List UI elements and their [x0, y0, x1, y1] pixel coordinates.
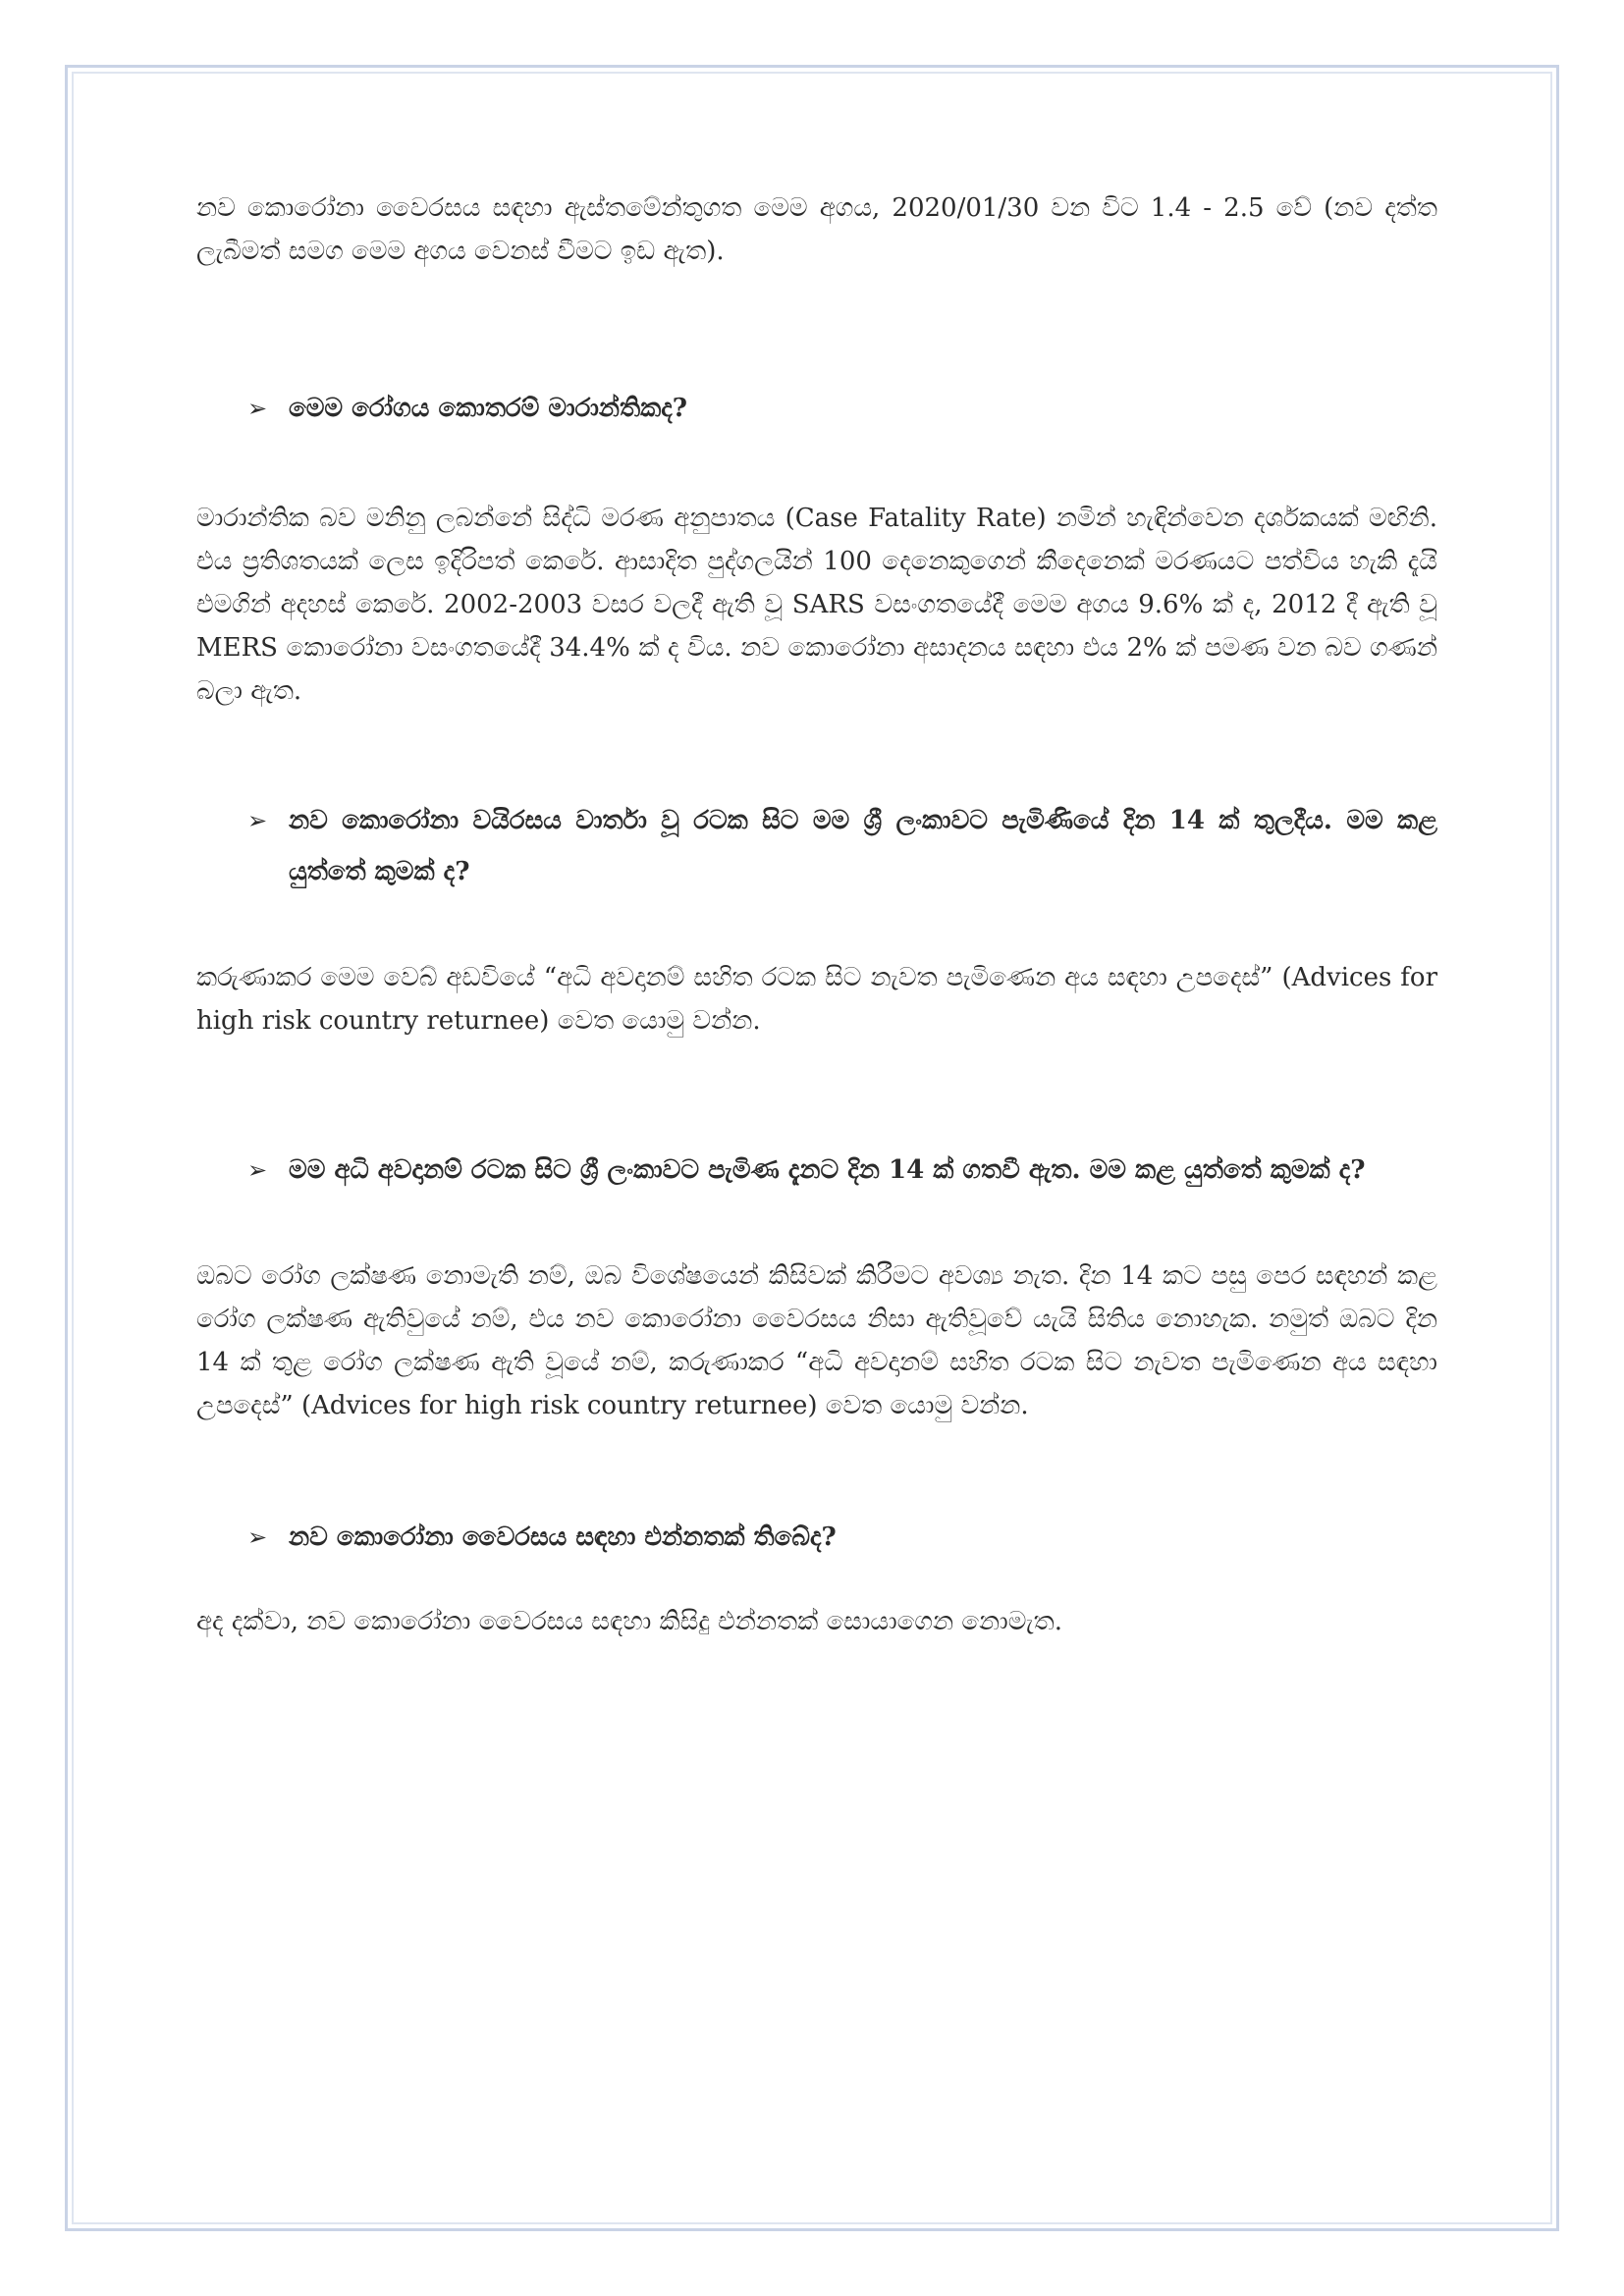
paragraph-r0-value: නව කොරෝනා වෛරසය සඳහා ඇස්තමේන්තුගත මෙම අගය, 2020/01/30 වන විට 1.4 - 2.5 වේ (නව දත්ත ලැබීමත් සමග මෙම අගය වෙනස් වීමට ඉඩ ඇත).	[196, 193, 1437, 266]
paragraph-returned-answer: කරුණාකර මෙම වෙබ් අඩවියේ “අධි අවදානම් සහිත රටක සිට නැවත පැමිණෙන අය සඳහා උපදෙස්” (Advices for high risk country returnee) වෙත යොමු වන්න.	[196, 963, 1437, 1036]
paragraph-vaccine-answer: අද දක්වා, නව කොරෝනා වෛරසය සඳහා කිසිදු එන්නතක් සොයාගෙන නොමැත.	[196, 1607, 1063, 1636]
arrow-bullet-icon: ➢	[247, 807, 268, 834]
question-returned-within-14-days	[196, 795, 1437, 897]
question-vaccine	[196, 1512, 1437, 1563]
paragraph-after-14-days-answer: ඔබට රෝග ලක්ෂණ නොමැති නම්, ඔබ විශේෂයෙන් කිසිවක් කිරීමට අවශ්‍ය නැත. දින 14 කට පසු පෙර සඳහන් කළ රෝග ලක්ෂණ ඇතිවුයේ නම්, එය නව කොරෝනා වෛරසය නිසා ඇතිවූවේ යැයි සිතිය නොහැක. නමුත් ඔබට දින 14 ක් තුළ රෝග ලක්ෂණ ඇති වූයේ නම්, කරුණාකර “අධි අවදානම් සහිත රටක සිට නැවත පැමිණෙන අය සඳහා උපදෙස්” (Advices for high risk country returnee) වෙත යොමු වන්න.	[196, 1261, 1437, 1420]
arrow-bullet-icon: ➢	[247, 1523, 268, 1551]
question-text: මම අධි අවදානම් රටක සිට ශ්‍රී ලංකාවට පැමිණ දැනට දින 14 ක් ගතවී ඇත. මම කළ යුත්තේ කුමක් ද?	[289, 1155, 1366, 1185]
paragraph-fatality-answer: මාරාන්තික බව මනිනු ලබන්නේ සිද්ධි මරණ අනුපාතය (Case Fatality Rate) නමින් හැඳින්වෙන දර්ශකයක් මඟිනි. එය ප්‍රතිශතයක් ලෙස ඉදිරිපත් කෙරේ. ආසාදිත පුද්ගලයින් 100 දෙනෙකුගෙන් කීදෙනෙක් මරණයට පත්විය හැකි දැයි එමගින් අදහස් කෙරේ. 2002-2003 වසර වලදී ඇති වූ SARS වසංගතයේදී මෙම අගය 9.6% ක් ද, 2012 දී ඇති වූ MERS කොරෝනා වසංගතයේදී 34.4% ක් ද විය. නව කොරෝනා අසාදනය සඳහා එය 2% ක් පමණ වන බව ගණන් බලා ඇත.	[196, 504, 1437, 706]
arrow-bullet-icon: ➢	[247, 395, 268, 422]
document-body	[196, 187, 1437, 1643]
question-text: නව කොරෝනා වෛරසය සඳහා එන්නතක් තිබේද?	[289, 1522, 837, 1552]
question-text: නව කොරෝනා වයිරසය වාර්තා වූ රටක සිට මම ශ්‍රී ලංකාවට පැමිණියේ දින 14 ක් තුලදීය. මම කළ යුත්තේ කුමක් ද?	[289, 806, 1437, 886]
arrow-bullet-icon: ➢	[247, 1156, 268, 1184]
question-after-14-days	[196, 1145, 1437, 1196]
question-fatality	[196, 383, 1437, 434]
question-text: මෙම රෝගය කොතරම් මාරාන්තිකද?	[289, 394, 687, 423]
